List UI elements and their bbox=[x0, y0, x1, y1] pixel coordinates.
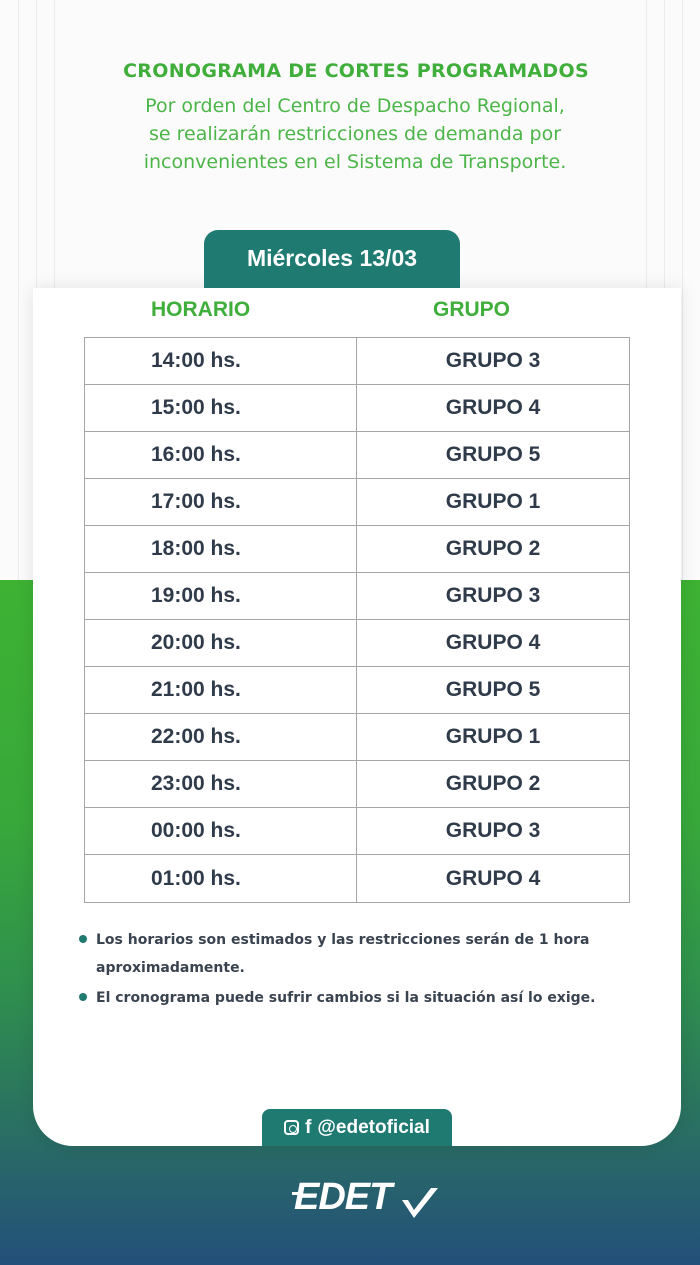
time-cell: 15:00 hs. bbox=[85, 385, 357, 431]
description-line: inconvenientes en el Sistema de Transporte. bbox=[143, 151, 567, 173]
edet-logo bbox=[290, 1170, 440, 1230]
time-cell: 14:00 hs. bbox=[85, 338, 357, 384]
bullet-dot-icon bbox=[79, 935, 87, 943]
note-item bbox=[78, 984, 638, 1012]
column-header-time: HORARIO bbox=[151, 298, 251, 321]
group-cell: GRUPO 1 bbox=[445, 725, 541, 748]
group-cell: GRUPO 2 bbox=[445, 537, 541, 560]
group-cell: GRUPO 4 bbox=[445, 631, 541, 654]
header-description bbox=[10, 92, 700, 176]
time-cell: 20:00 hs. bbox=[85, 620, 357, 666]
column-header-group: GRUPO bbox=[433, 298, 511, 321]
table-row bbox=[85, 855, 629, 902]
instagram-icon bbox=[284, 1120, 299, 1135]
time-cell: 23:00 hs. bbox=[85, 761, 357, 807]
schedule-table bbox=[84, 337, 630, 903]
group-cell: GRUPO 1 bbox=[445, 490, 541, 513]
notes-list bbox=[78, 926, 638, 1014]
logo-text: EDET bbox=[294, 1176, 392, 1218]
time-cell: 17:00 hs. bbox=[85, 479, 357, 525]
table-row bbox=[85, 620, 629, 667]
group-cell: GRUPO 2 bbox=[445, 772, 541, 795]
time-cell: 16:00 hs. bbox=[85, 432, 357, 478]
group-cell: GRUPO 5 bbox=[445, 443, 541, 466]
note-line: aproximadamente. bbox=[96, 960, 245, 976]
table-row bbox=[85, 714, 629, 761]
facebook-icon: f bbox=[305, 1116, 312, 1138]
group-cell: GRUPO 3 bbox=[445, 349, 541, 372]
table-row bbox=[85, 385, 629, 432]
date-tab: Miércoles 13/03 bbox=[204, 230, 460, 288]
note-line: El cronograma puede sufrir cambios si la situación así lo exige. bbox=[96, 990, 596, 1006]
group-cell: GRUPO 4 bbox=[445, 866, 541, 890]
time-cell: 18:00 hs. bbox=[85, 526, 357, 572]
table-row bbox=[85, 526, 629, 573]
table-row bbox=[85, 432, 629, 479]
time-cell: 00:00 hs. bbox=[85, 808, 357, 854]
table-row bbox=[85, 761, 629, 808]
table-row bbox=[85, 573, 629, 620]
group-cell: GRUPO 4 bbox=[445, 396, 541, 419]
description-line: Por orden del Centro de Despacho Regional, bbox=[145, 95, 565, 117]
note-line: Los horarios son estimados y las restricciones serán de 1 hora bbox=[96, 932, 590, 948]
bullet-dot-icon bbox=[79, 993, 87, 1001]
table-row bbox=[85, 479, 629, 526]
time-cell: 21:00 hs. bbox=[85, 667, 357, 713]
time-cell: 22:00 hs. bbox=[85, 714, 357, 760]
page-title: CRONOGRAMA DE CORTES PROGRAMADOS bbox=[123, 60, 589, 82]
group-cell: GRUPO 3 bbox=[445, 584, 541, 607]
table-row bbox=[85, 808, 629, 855]
table-row bbox=[85, 338, 629, 385]
time-cell: 01:00 hs. bbox=[85, 855, 357, 902]
time-cell: 19:00 hs. bbox=[85, 573, 357, 619]
header bbox=[0, 60, 700, 176]
social-handle: @edetoficial bbox=[317, 1116, 430, 1138]
social-handle-badge[interactable] bbox=[262, 1109, 452, 1146]
group-cell: GRUPO 5 bbox=[445, 678, 541, 701]
description-line: se realizarán restricciones de demanda por bbox=[148, 123, 562, 145]
note-item bbox=[78, 926, 638, 982]
table-row bbox=[85, 667, 629, 714]
group-cell: GRUPO 3 bbox=[445, 819, 541, 842]
